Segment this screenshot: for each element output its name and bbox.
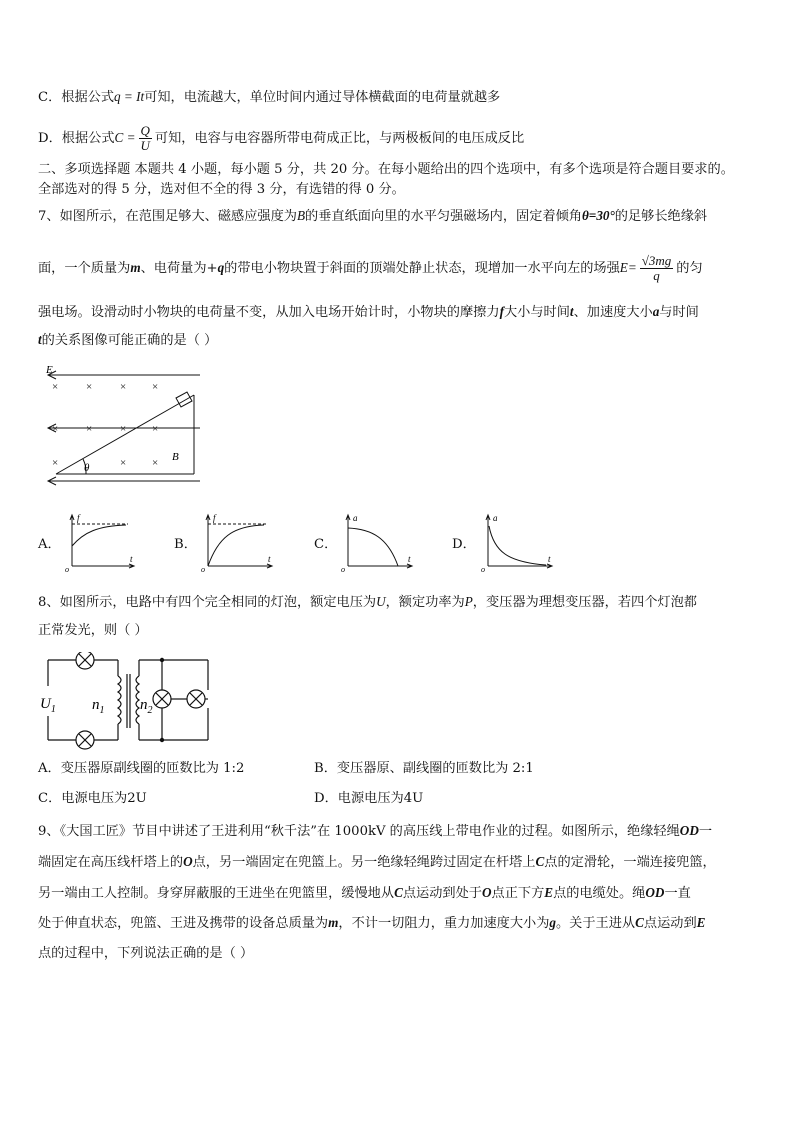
q7-cross: × xyxy=(152,381,159,393)
svg-text:a: a xyxy=(353,513,358,523)
q7-option-a-graph[interactable] xyxy=(62,512,140,572)
svg-text:a: a xyxy=(493,513,498,523)
q8-line2: 正常发光，则（ ） xyxy=(38,623,148,638)
svg-text:o: o xyxy=(65,565,69,572)
q7-label-B: B xyxy=(172,451,179,463)
q7-option-c-graph[interactable] xyxy=(338,512,418,572)
svg-text:t: t xyxy=(408,554,411,564)
q7-line4: t的关系图像可能正确的是（ ） xyxy=(38,332,218,348)
q7-cross: × xyxy=(152,423,159,435)
q8-circuit-figure xyxy=(38,652,218,750)
q8-option-a[interactable]: A．变压器原副线圈的匝数比为 1:2 xyxy=(38,761,245,776)
svg-text:f: f xyxy=(213,513,216,523)
q7-cross: × xyxy=(52,457,59,469)
q6-c-formula: q = It xyxy=(114,89,145,104)
q7-cross: × xyxy=(152,457,159,469)
q7-label-E: E xyxy=(46,364,53,376)
q7-cross: × xyxy=(120,381,127,393)
q6-d-fraction: $\frac{Q}{U}$ xyxy=(140,123,150,153)
svg-text:f: f xyxy=(77,513,80,523)
svg-text:o: o xyxy=(201,565,205,572)
q9-line3: 另一端由工人控制。身穿屏蔽服的王进坐在兜篮里，缓慢地从C点运动到处于O点正下方E点的电缆处。绳OD一直 xyxy=(38,885,691,901)
q7-cross: × xyxy=(52,423,59,435)
q8-option-c[interactable]: C．电源电压为2U xyxy=(38,791,147,806)
q7-option-a-label[interactable]: A． xyxy=(38,537,61,552)
q7-option-c-label[interactable]: C． xyxy=(314,537,338,552)
q8-label-n2: $n_2$ xyxy=(140,697,153,716)
q7-cross: × xyxy=(52,381,59,393)
q7-cross: × xyxy=(120,457,127,469)
q7-cross: × xyxy=(86,423,93,435)
svg-text:t: t xyxy=(548,554,551,564)
q7-option-d-graph[interactable] xyxy=(478,512,558,572)
q7-cross: × xyxy=(120,423,127,435)
q7-line2: 面，一个质量为m、电荷量为+q的带电小物块置于斜面的顶端处静止状态，现增加一水平向左的场强E= $\frac{√3mg}{q}$ 的匀 xyxy=(38,253,703,283)
q7-line3: 强电场。设滑动时小物块的电荷量不变，从加入电场开始计时，小物块的摩擦力f大小与时间t、加速度大小a与时间 xyxy=(38,304,699,320)
section2-line2: 全部选对的得 5 分，选对但不全的得 3 分，有选错的得 0 分。 xyxy=(38,182,405,197)
svg-text:t: t xyxy=(130,554,133,564)
q9-line2: 端固定在高压线杆塔上的O点，另一端固定在兜篮上。另一绝缘轻绳跨过固定在杆塔上C点的定滑轮，一端连接兜篮， xyxy=(38,854,716,870)
q9-line4: 处于伸直状态，兜篮、王进及携带的设备总质量为m，不计一切阻力，重力加速度大小为g。关于王进从C点运动到E xyxy=(38,915,706,931)
q7-incline-figure xyxy=(40,362,210,492)
q8-line1: 8、如图所示，电路中有四个完全相同的灯泡，额定电压为U，额定功率为P，变压器为理想变压器，若四个灯泡都 xyxy=(38,594,697,610)
q6-option-c: C．根据公式q = It可知，电流越大，单位时间内通过导体横截面的电荷量就越多 xyxy=(38,89,501,105)
svg-text:o: o xyxy=(481,565,485,572)
q8-label-n1: $n_1$ xyxy=(92,697,105,716)
q8-option-b[interactable]: B．变压器原、副线圈的匝数比为 2:1 xyxy=(314,761,534,776)
q7-option-b-label[interactable]: B． xyxy=(174,537,197,552)
q7-cross: × xyxy=(86,381,93,393)
q8-label-u1: $U_1$ xyxy=(40,696,56,715)
q9-line5: 点的过程中，下列说法正确的是（ ） xyxy=(38,946,254,961)
q9-line1: 9、《大国工匠》节目中讲述了王进利用“秋千法”在 1000kV 的高压线上带电作业的过程。如图所示，绝缘轻绳OD一 xyxy=(38,823,713,839)
svg-text:o: o xyxy=(341,565,345,572)
q7-label-theta: θ xyxy=(84,462,90,474)
q7-option-b-graph[interactable] xyxy=(198,512,278,572)
q7-line1: 7、如图所示，在范围足够大、磁感应强度为B的垂直纸面向里的水平匀强磁场内，固定着倾角θ=30°的足够长绝缘斜 xyxy=(38,208,708,224)
section2-line1: 二、多项选择题 本题共 4 小题，每小题 5 分，共 20 分。在每小题给出的四个选项中，有多个选项是符合题目要求的。 xyxy=(38,162,734,177)
q7-field-fraction: $\frac{√3mg}{q}$ xyxy=(641,253,672,283)
q8-option-d[interactable]: D．电源电压为4U xyxy=(314,791,424,806)
svg-text:t: t xyxy=(268,554,271,564)
q6-option-d: D．根据公式C = $\frac{Q}{U}$ 可知，电容与电容器所带电荷成正比，与两极板间的电压成反比 xyxy=(38,123,525,153)
q7-option-d-label[interactable]: D． xyxy=(452,537,476,552)
